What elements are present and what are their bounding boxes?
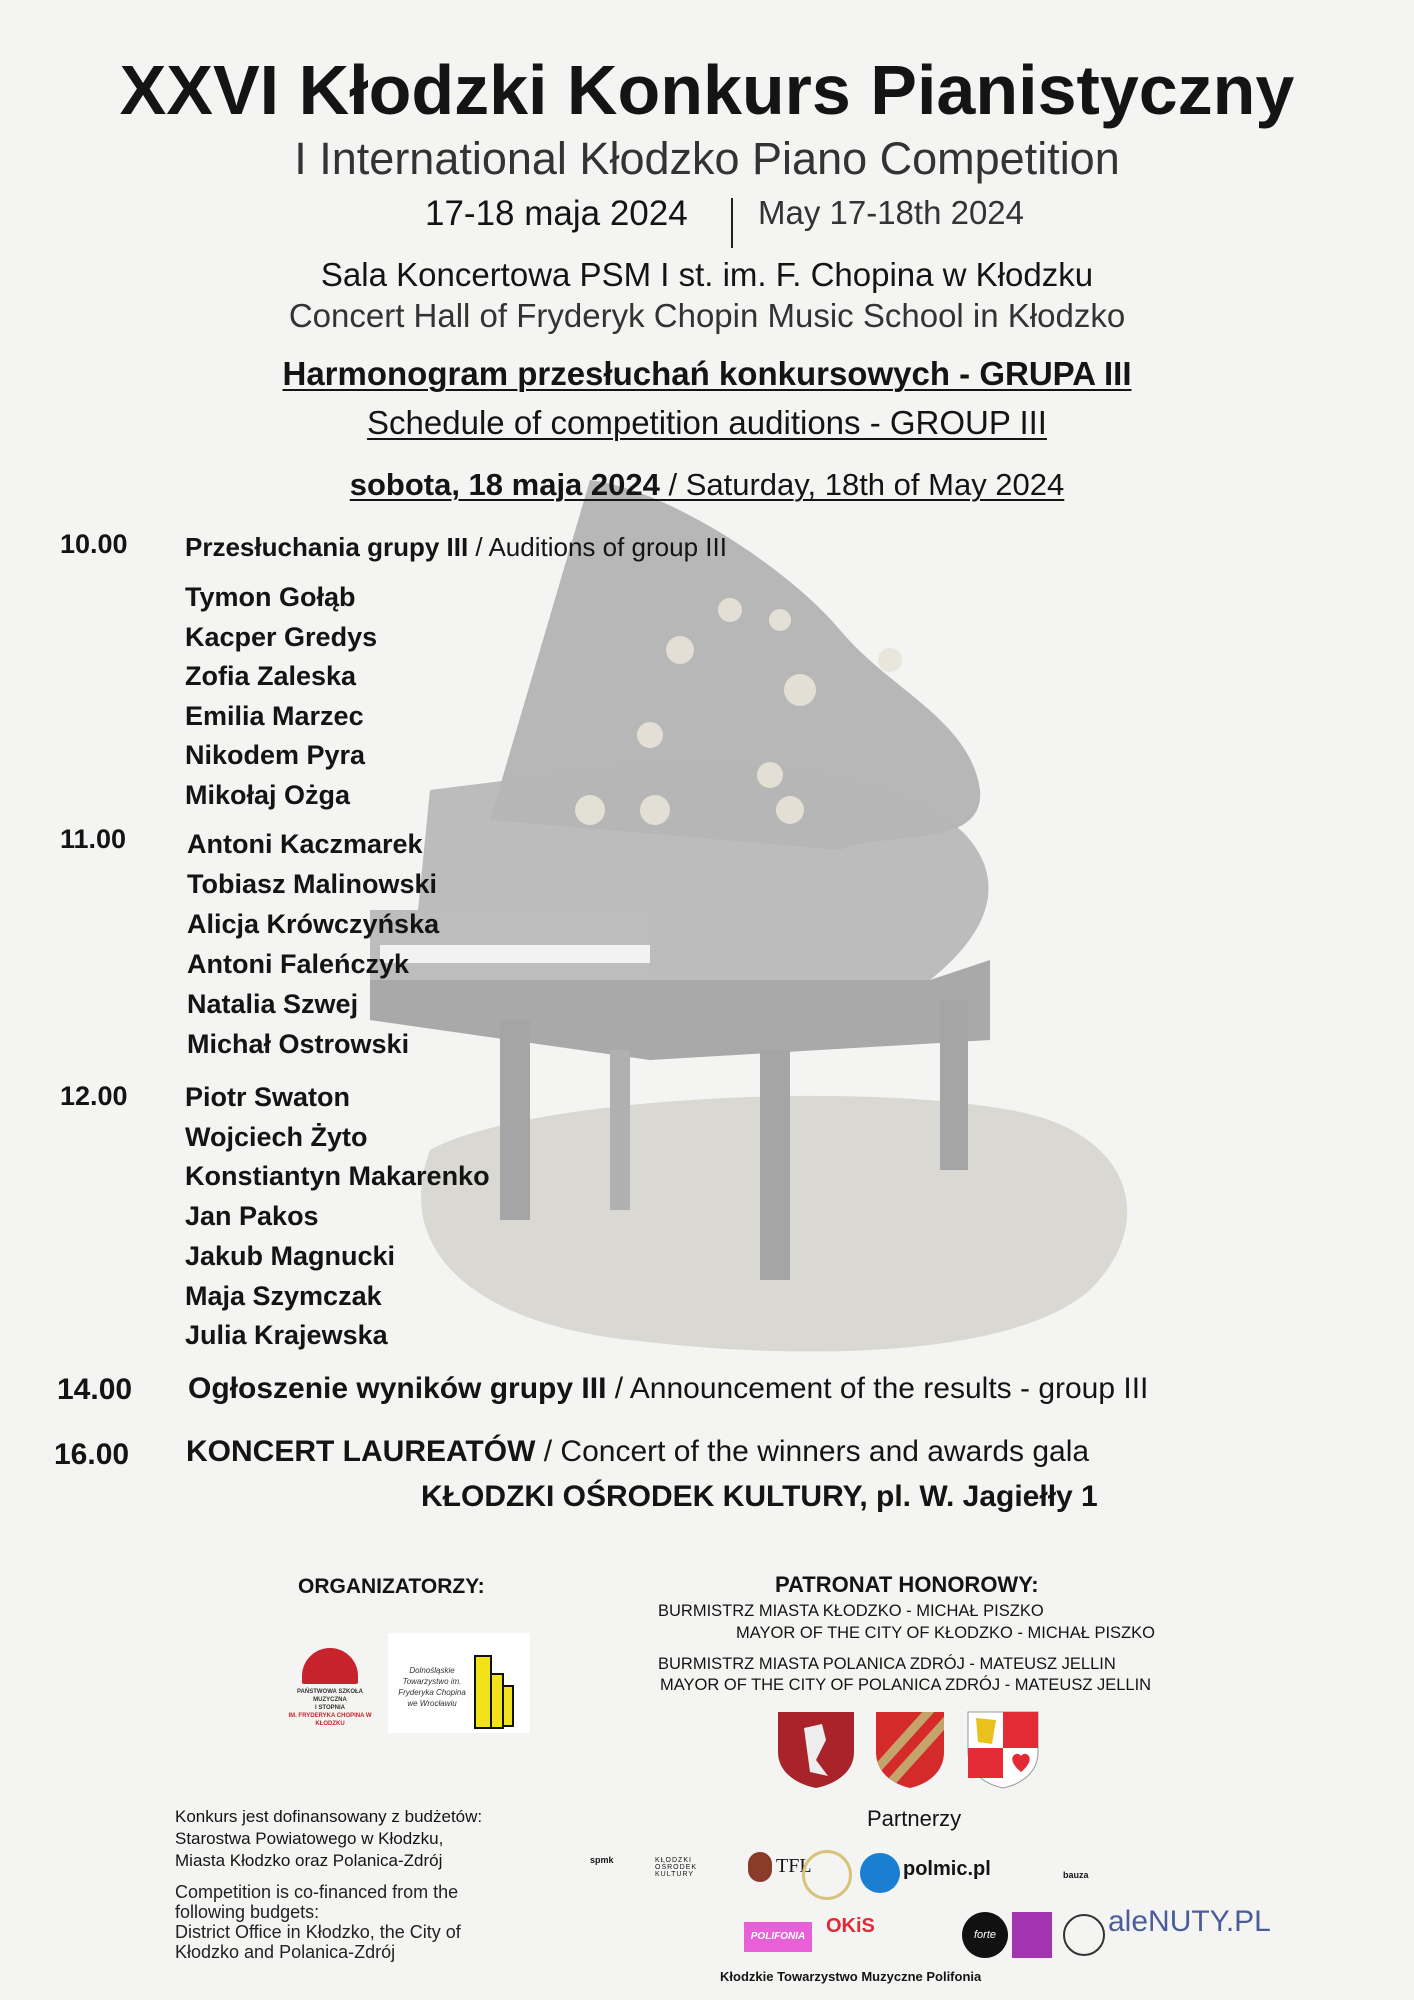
results-announcement [188, 1372, 1148, 1406]
schedule-heading-pl: Harmonogram przesłuchań konkursowych - GRUPA III [282, 355, 1132, 392]
time-11: 11.00 [60, 824, 127, 854]
auditions-heading-en: / Auditions of group III [468, 532, 727, 562]
funding-pl-line: Miasta Kłodzko oraz Polanica-Zdrój [175, 1851, 443, 1870]
participant: Antoni Kaczmarek [187, 829, 423, 859]
patron-2-en: MAYOR OF THE CITY OF POLANICA ZDRÓJ - MATEUSZ JELLIN [660, 1676, 1152, 1694]
ht-logo [1063, 1914, 1105, 1956]
participant: Michał Ostrowski [187, 1029, 410, 1059]
psm-klodzko-logo [280, 1648, 380, 1726]
patron-2-pl: BURMISTRZ MIASTA POLANICA ZDRÓJ - MATEUSZ JELLIN [658, 1655, 1116, 1673]
funding-en-line: Kłodzko and Polanica-Zdrój [175, 1942, 396, 1962]
kok-logo: KŁODZKI OŚRODEK KULTURY [655, 1857, 698, 1878]
okis-logo: OKiS [826, 1915, 875, 1937]
grand-piano-illustration [370, 460, 1170, 1380]
funding-pl [175, 1806, 482, 1872]
divider [731, 198, 733, 248]
date-pl: 17-18 maja 2024 [425, 194, 688, 233]
participant: Piotr Swaton [185, 1082, 351, 1112]
block3-names [185, 1078, 490, 1356]
participant: Natalia Szwej [187, 989, 359, 1019]
piano-leg [760, 1050, 790, 1280]
participant: Alicja Krówczyńska [187, 909, 440, 939]
tfl-logo: TFL [776, 1855, 812, 1877]
partners-label: Partnerzy [867, 1806, 962, 1831]
concert-pl: KONCERT LAUREATÓW [186, 1435, 536, 1468]
polifonia-logo: POLIFONIA [744, 1922, 812, 1952]
auditions-heading-pl: Przesłuchania grupy III [185, 532, 469, 562]
spmk-logo: spmk [590, 1855, 614, 1865]
dtf-chopin-logo [388, 1633, 530, 1733]
alenuty-logo: aleNUTY.PL [1108, 1905, 1271, 1938]
participant: Emilia Marzec [185, 700, 364, 731]
concert-venue: KŁODZKI OŚRODEK KULTURY, pl. W. Jagiełły 1 [421, 1480, 1098, 1513]
results-pl: Ogłoszenie wyników grupy III [188, 1372, 607, 1405]
participant: Jakub Magnucki [185, 1240, 396, 1271]
block2-names [187, 824, 439, 1064]
partner-logo-purple [1012, 1912, 1052, 1958]
participant: Maja Szymczak [185, 1280, 382, 1311]
music-forte-academy-logo: forte [962, 1912, 1008, 1958]
patron-1-en: MAYOR OF THE CITY OF KŁODZKO - MICHAŁ PISZKO [736, 1624, 1155, 1642]
participant: Tymon Gołąb [185, 582, 356, 612]
polanica-coat-of-arms-icon [874, 1710, 946, 1790]
participant: Mikołaj Ożga [185, 779, 351, 810]
participant: Tobiasz Malinowski [187, 869, 438, 899]
winners-concert [186, 1435, 1089, 1469]
funding-en [175, 1882, 461, 1962]
dtf-logo-text: Dolnośląskie Towarzystwo im. Fryderyka Chopina we Wrocławiu [398, 1666, 466, 1708]
participant: Nikodem Pyra [185, 740, 366, 771]
klodzko-coat-of-arms-icon [776, 1710, 856, 1790]
participant: Konstiantyn Makarenko [185, 1161, 490, 1192]
piano-leg [500, 1020, 530, 1220]
schedule-heading-en: Schedule of competition auditions - GROUP III [367, 404, 1047, 441]
day-heading [0, 467, 1414, 503]
subtitle: I International Kłodzko Piano Competition [294, 133, 1120, 184]
organizers-label: ORGANIZATORZY: [298, 1575, 485, 1598]
participant: Wojciech Żyto [185, 1121, 368, 1152]
tfl-portrait-icon [748, 1852, 772, 1882]
participant: Jan Pakos [185, 1201, 319, 1232]
venue-pl: Sala Koncertowa PSM I st. im. F. Chopina w Kłodzku [320, 256, 1094, 293]
polmic-icon [860, 1853, 900, 1893]
psm-logo-text: PAŃSTWOWA SZKOŁA MUZYCZNA I STOPNIA IM. FRYDERYKA CHOPINA W KŁODZKU [288, 1689, 372, 1727]
time-10: 10.00 [60, 529, 128, 559]
time-12: 12.00 [60, 1081, 128, 1111]
piano-leg [940, 1000, 968, 1170]
funding-pl-line: Starostwa Powiatowego w Kłodzku, [175, 1829, 444, 1848]
day-pl: sobota, 18 maja 2024 [349, 467, 660, 502]
funding-en-line: following budgets: [175, 1902, 320, 1922]
page-title: XXVI Kłodzki Konkurs Pianistyczny [119, 51, 1295, 129]
patron-1-pl: BURMISTRZ MIASTA KŁODZKO - MICHAŁ PISZKO [658, 1602, 1044, 1620]
time-16: 16.00 [54, 1438, 130, 1471]
results-en: / Announcement of the results - group III [606, 1372, 1149, 1405]
patronage-label: PATRONAT HONOROWY: [775, 1572, 1039, 1597]
venue-en: Concert Hall of Fryderyk Chopin Music School in Kłodzko [288, 297, 1126, 334]
participant: Kacper Gredys [185, 621, 378, 652]
participant: Antoni Faleńczyk [187, 949, 410, 979]
65-anniversary-icon [802, 1850, 852, 1900]
participant: Julia Krajewska [185, 1320, 388, 1351]
block1-names [185, 578, 377, 816]
funding-en-line: Competition is co-financed from the [175, 1882, 459, 1902]
participant: Zofia Zaleska [185, 661, 357, 692]
funding-pl-line: Konkurs jest dofinansowany z budżetów: [175, 1807, 483, 1826]
time-14: 14.00 [57, 1373, 133, 1406]
concert-en: / Concert of the winners and awards gala [535, 1435, 1090, 1468]
auditions-heading [185, 532, 727, 563]
bauza-logo: bauza [1063, 1870, 1089, 1880]
organ-pipe-icon [502, 1685, 514, 1727]
funding-en-line: District Office in Kłodzko, the City of [175, 1922, 461, 1942]
bottom-note: Kłodzkie Towarzystwo Muzyczne Polifonia [720, 1969, 982, 1984]
day-en: / Saturday, 18th of May 2024 [659, 467, 1065, 502]
polmic-logo: polmic.pl [903, 1858, 991, 1880]
piano-logo-icon [302, 1648, 358, 1684]
piano-pedals [610, 1050, 630, 1210]
date-en: May 17-18th 2024 [758, 194, 1025, 231]
county-coat-of-arms-icon [966, 1710, 1040, 1790]
